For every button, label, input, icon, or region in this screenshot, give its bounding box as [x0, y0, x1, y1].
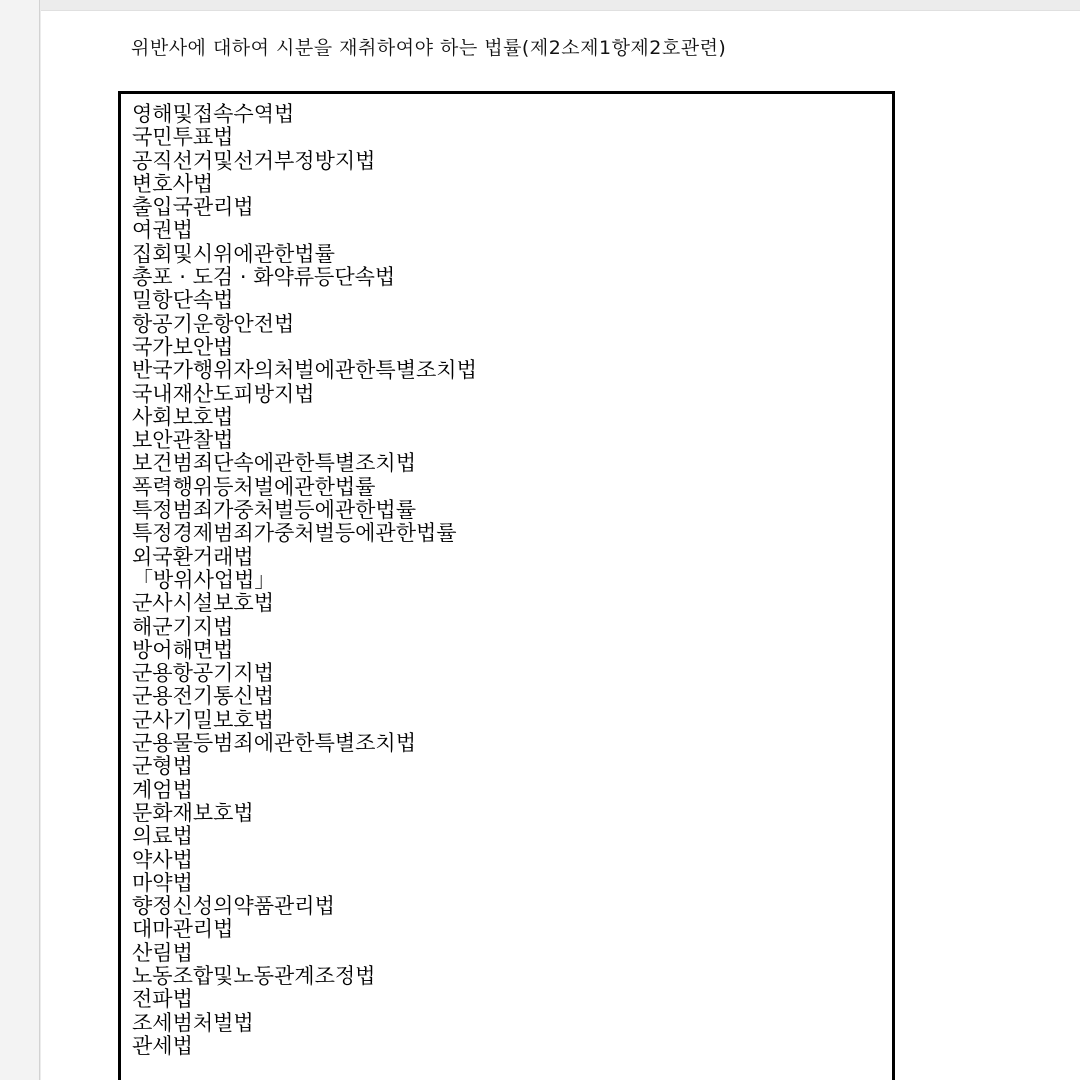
law-list-item: 보안관찰법	[132, 428, 234, 453]
law-list-item: 변호사법	[132, 171, 214, 196]
law-list-item: 보건범죄단속에관한특별조치법	[132, 451, 417, 476]
law-list-item: 군형법	[132, 754, 193, 779]
law-list-item: 산림법	[132, 940, 193, 965]
law-list-item: 사회보호법	[132, 404, 234, 429]
law-list-item: 국내재산도피방지법	[132, 381, 315, 406]
law-list-item: 국가보안법	[132, 334, 234, 359]
law-list-item: 대마관리법	[132, 917, 234, 942]
law-list-item: 집회및시위에관한법률	[132, 241, 335, 266]
law-list-item: 군용전기통신법	[132, 684, 275, 709]
law-list-item: 전파법	[132, 987, 193, 1012]
law-list-item: 향정신성의약품관리법	[132, 894, 335, 919]
law-list-item: 관세법	[132, 1033, 193, 1058]
law-list-item: 군사시설보호법	[132, 591, 275, 616]
law-list-item: 군용물등범죄에관한특별조치법	[132, 731, 417, 756]
law-list-item: 군용항공기지법	[132, 661, 275, 686]
law-list-item: 폭력행위등처벌에관한법률	[132, 474, 376, 499]
law-list-item: 특정경제범죄가중처벌등에관한법률	[132, 521, 457, 546]
viewer-left-gutter	[0, 0, 40, 1080]
law-list-item: 외국환거래법	[132, 544, 254, 569]
law-list-item: 조세범처벌법	[132, 1010, 254, 1035]
law-list-item: 의료법	[132, 824, 193, 849]
document-page	[41, 10, 1080, 1080]
law-list-item: 공직선거및선거부정방지법	[132, 148, 376, 173]
law-list-item: 항공기운항안전법	[132, 311, 295, 336]
law-list-item: 계엄법	[132, 777, 193, 802]
law-list-item: 노동조합및노동관계조정법	[132, 963, 376, 988]
law-list-item: 「방위사업법」	[132, 567, 276, 592]
law-list-item: 출입국관리법	[132, 195, 254, 220]
law-list-item: 약사법	[132, 847, 193, 872]
document-heading: 위반사에 대하여 시분을 재취하여야 하는 법률(제2소제1항제2호관련)	[131, 37, 727, 59]
law-list-item: 반국가행위자의처벌에관한특별조치법	[132, 358, 477, 383]
law-list-item: 여권법	[132, 218, 193, 243]
law-list-item: 총포 · 도검 · 화약류등단속법	[132, 265, 396, 290]
law-list-item: 문화재보호법	[132, 800, 254, 825]
law-list-item: 밀항단속법	[132, 288, 234, 313]
law-list	[132, 103, 892, 1058]
law-list-item: 영해및접속수역법	[132, 102, 295, 126]
law-list-box	[118, 91, 895, 1080]
law-list-item: 방어해면법	[132, 637, 234, 662]
law-list-item: 군사기밀보호법	[132, 707, 275, 732]
law-list-item: 마약법	[132, 870, 193, 895]
law-list-item: 해군기지법	[132, 614, 234, 639]
law-list-item: 특정범죄가중처벌등에관한법률	[132, 498, 417, 523]
law-list-item: 국민투표법	[132, 125, 234, 150]
